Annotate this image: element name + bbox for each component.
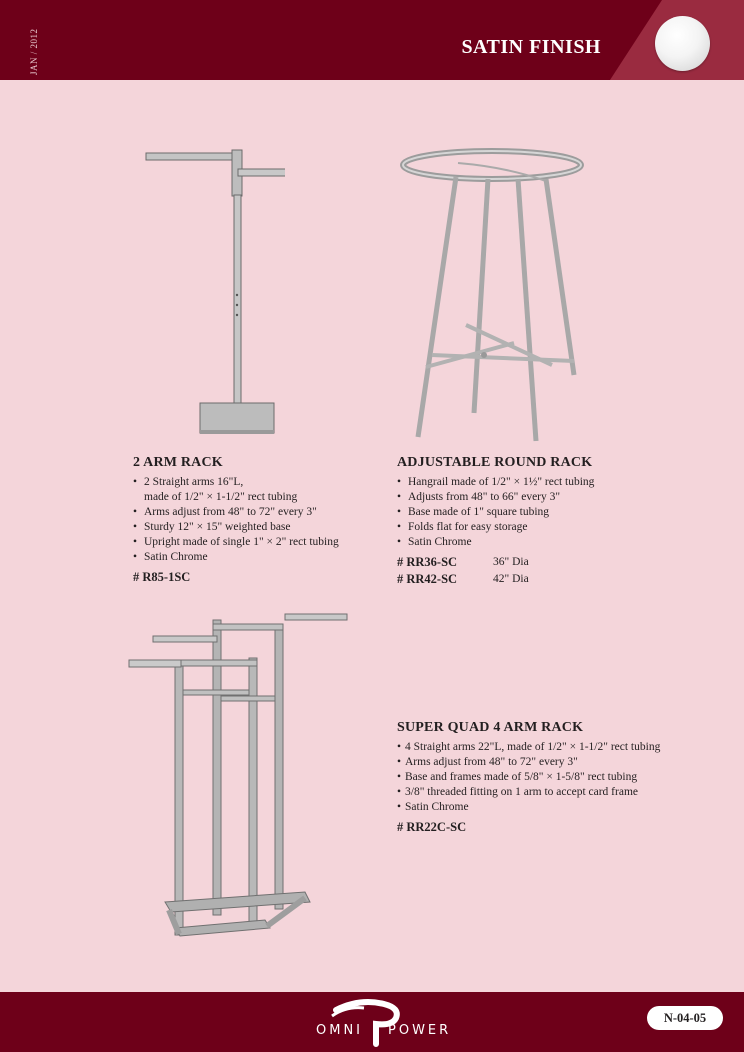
finish-swatch-icon	[655, 16, 710, 71]
feature-item: • Hangrail made of 1/2" × 1½" rect tubing	[397, 475, 697, 490]
product-super-quad-4-arm-rack	[397, 720, 717, 835]
header-accent-stripe	[0, 0, 744, 80]
code-row	[397, 571, 697, 588]
product-title: ADJUSTABLE ROUND RACK	[397, 455, 593, 470]
code-row	[397, 554, 697, 571]
page-number-badge: N-04-05	[647, 1006, 723, 1030]
feature-item: • Folds flat for easy storage	[397, 520, 697, 535]
product-code: # RR22C-SC	[397, 820, 467, 834]
issue-date: JAN / 2012	[29, 28, 39, 75]
feature-item-continued: made of 1/2" × 1-1/2" rect tubing	[144, 491, 298, 503]
product-size: 42" Dia	[493, 573, 529, 585]
feature-item: • Adjusts from 48" to 66" every 3"	[397, 490, 697, 505]
feature-item: • Base and frames made of 5/8" × 1-5/8" rect tubing	[397, 770, 717, 785]
feature-item: • 2 Straight arms 16"L,	[133, 475, 383, 490]
feature-item: • Arms adjust from 48" to 72" every 3"	[397, 755, 717, 770]
feature-item: • Satin Chrome	[397, 535, 697, 550]
feature-item: • Arms adjust from 48" to 72" every 3"	[133, 505, 383, 520]
product-features	[397, 740, 717, 815]
product-features	[133, 475, 383, 565]
feature-item: • Upright made of single 1" × 2" rect tubing	[133, 535, 383, 550]
product-code: # RR36-SC	[397, 555, 458, 569]
product-image-super-quad-rack	[125, 610, 355, 945]
product-image-2-arm-rack	[140, 145, 285, 440]
product-title: SUPER QUAD 4 ARM RACK	[397, 720, 584, 735]
product-code: # R85-1SC	[133, 570, 191, 584]
logo-text-omni: OMNI	[316, 1023, 364, 1038]
product-title: 2 ARM RACK	[133, 455, 223, 470]
product-codes	[397, 554, 697, 588]
logo-text-power: POWER	[388, 1023, 452, 1038]
product-adjustable-round-rack	[397, 455, 697, 588]
feature-item: • Sturdy 12" × 15" weighted base	[133, 520, 383, 535]
feature-item: • Satin Chrome	[397, 800, 717, 815]
feature-item: • 4 Straight arms 22"L, made of 1/2" × 1-1/2" rect tubing	[397, 740, 717, 755]
product-size: 36" Dia	[493, 556, 529, 568]
product-image-round-rack	[396, 145, 588, 445]
product-code: # RR42-SC	[397, 572, 458, 586]
product-2-arm-rack	[133, 455, 383, 585]
omni-power-logo-icon	[300, 996, 450, 1048]
page-title: SATIN FINISH	[461, 36, 601, 58]
product-features	[397, 475, 697, 550]
feature-item: • 3/8" threaded fitting on 1 arm to accept card frame	[397, 785, 717, 800]
feature-item: • Base made of 1" square tubing	[397, 505, 697, 520]
feature-item: • Satin Chrome	[133, 550, 383, 565]
